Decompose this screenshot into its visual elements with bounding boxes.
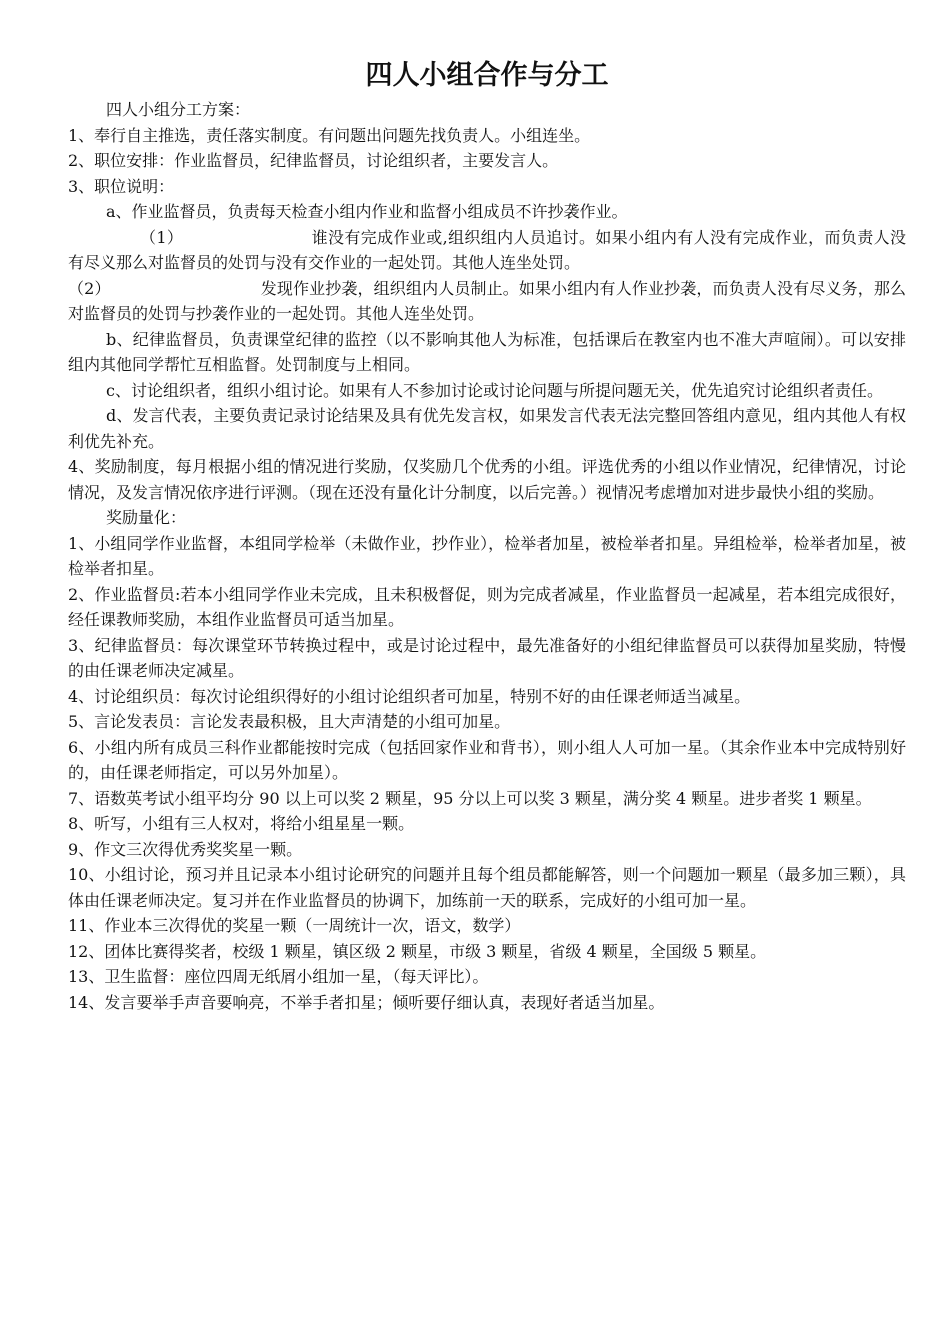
reward-item: 2、作业监督员:若本小组同学作业未完成，且未积极督促，则为完成者减星，作业监督员一起减星，若本组完成很好，经任课教师奖励，本组作业监督员可适当加星。: [68, 584, 906, 629]
role-homework-supervisor: a、作业监督员，负责每天检查小组内作业和监督小组成员不许抄袭作业。: [106, 202, 628, 221]
plan-item-3: 3、职位说明：: [68, 176, 175, 196]
reward-item: 8、听写，小组有三人权对，将给小组星星一颗。: [68, 814, 415, 833]
rule-1-label: （1）: [140, 227, 184, 247]
plan-item-1: 1、奉行自主推选，责任落实制度。有问题出问题先找负责人。小组连坐。: [68, 125, 591, 145]
role-discipline-supervisor: b、纪律监督员，负责课堂纪律的监控（以不影响其他人为标准，包括课后在教室内也不准大声喧闹）。可以安排组内其他同学帮忙互相监督。处罚制度与上相同。: [68, 329, 906, 374]
rule-2-label: （2）: [68, 278, 111, 298]
plan-item-4: 4、奖励制度，每月根据小组的情况进行奖励，仅奖励几个优秀的小组。评选优秀的小组以作业情况，纪律情况，讨论情况，及发言情况依序进行评测。（现在还没有量化计分制度，以后完善。）视情况考虑增加对进步最快小组的奖励。: [68, 457, 906, 502]
plan-item-2: 2、职位安排：作业监督员，纪律监督员，讨论组织者，主要发言人。: [68, 151, 559, 170]
reward-item: 7、语数英考试小组平均分 90 以上可以奖 2 颗星，95 分以上可以奖 3 颗星，满分奖 4 颗星。进步者奖 1 颗星。: [68, 788, 872, 808]
role-a-rule-1: [68, 225, 906, 276]
document-title: 四人小组合作与分工: [365, 60, 609, 91]
document-page: [68, 56, 906, 1015]
reward-item: 9、作文三次得优秀奖奖星一颗。: [68, 839, 303, 859]
reward-item: 11、作业本三次得优的奖星一颗（一周统计一次，语文，数学）: [68, 916, 521, 935]
rule-1-text: 谁没有完成作业或,组织组内人员追讨。如果小组内有人没有完成作业，而负责人没有尽义那么对监督员的处罚与没有交作业的一起处罚。其他人连坐处罚。: [68, 227, 906, 272]
reward-item: 3、纪律监督员：每次课堂环节转换过程中，或是讨论过程中，最先准备好的小组纪律监督员可以获得加星奖励，特慢的由任课老师决定减星。: [68, 635, 906, 680]
role-discussion-organizer: c、讨论组织者，组织小组讨论。如果有人不参加讨论或讨论问题与所提问题无关，优先追究讨论组织者责任。: [106, 380, 883, 400]
reward-item: 6、小组内所有成员三科作业都能按时完成（包括回家作业和背书），则小组人人可加一星。（其余作业本中完成特别好的，由任课老师指定，可以另外加星）。: [68, 737, 906, 782]
reward-item: 4、讨论组织员：每次讨论组织得好的小组讨论组织者可加星，特别不好的由任课老师适当减星。: [68, 686, 751, 706]
role-a-rule-2: [68, 276, 906, 327]
reward-heading: 奖励量化：: [106, 508, 187, 527]
reward-item: 1、小组同学作业监督，本组同学检举（未做作业，抄作业），检举者加星，被检举者扣星。异组检举，检举者加星，被检举者扣星。: [68, 533, 906, 578]
reward-item: 13、卫生监督：座位四周无纸屑小组加一星，（每天评比）。: [68, 967, 489, 986]
reward-item: 5、言论发表员：言论发表最积极，且大声清楚的小组可加星。: [68, 712, 511, 731]
plan-heading: 四人小组分工方案：: [106, 100, 251, 119]
reward-item: 10、小组讨论，预习并且记录本小组讨论研究的问题并且每个组员都能解答，则一个问题加一颗星（最多加三颗），具体由任课老师决定。复习并在作业监督员的协调下，加练前一天的联系，完成好的小组可加一星。: [68, 865, 906, 910]
reward-item: 14、发言要举手声音要响亮，不举手者扣星；倾听要仔细认真，表现好者适当加星。: [68, 992, 665, 1012]
reward-item: 12、团体比赛得奖者，校级 1 颗星，镇区级 2 颗星，市级 3 颗星，省级 4 颗星，全国级 5 颗星。: [68, 941, 767, 961]
role-speaker: d、发言代表，主要负责记录讨论结果及具有优先发言权，如果发言代表无法完整回答组内意见，组内其他人有权利优先补充。: [68, 406, 906, 451]
rule-2-text: 发现作业抄袭，组织组内人员制止。如果小组内有人作业抄袭，而负责人没有尽义务，那么对监督员的处罚与抄袭作业的一起处罚。其他人连坐处罚。: [68, 278, 906, 323]
